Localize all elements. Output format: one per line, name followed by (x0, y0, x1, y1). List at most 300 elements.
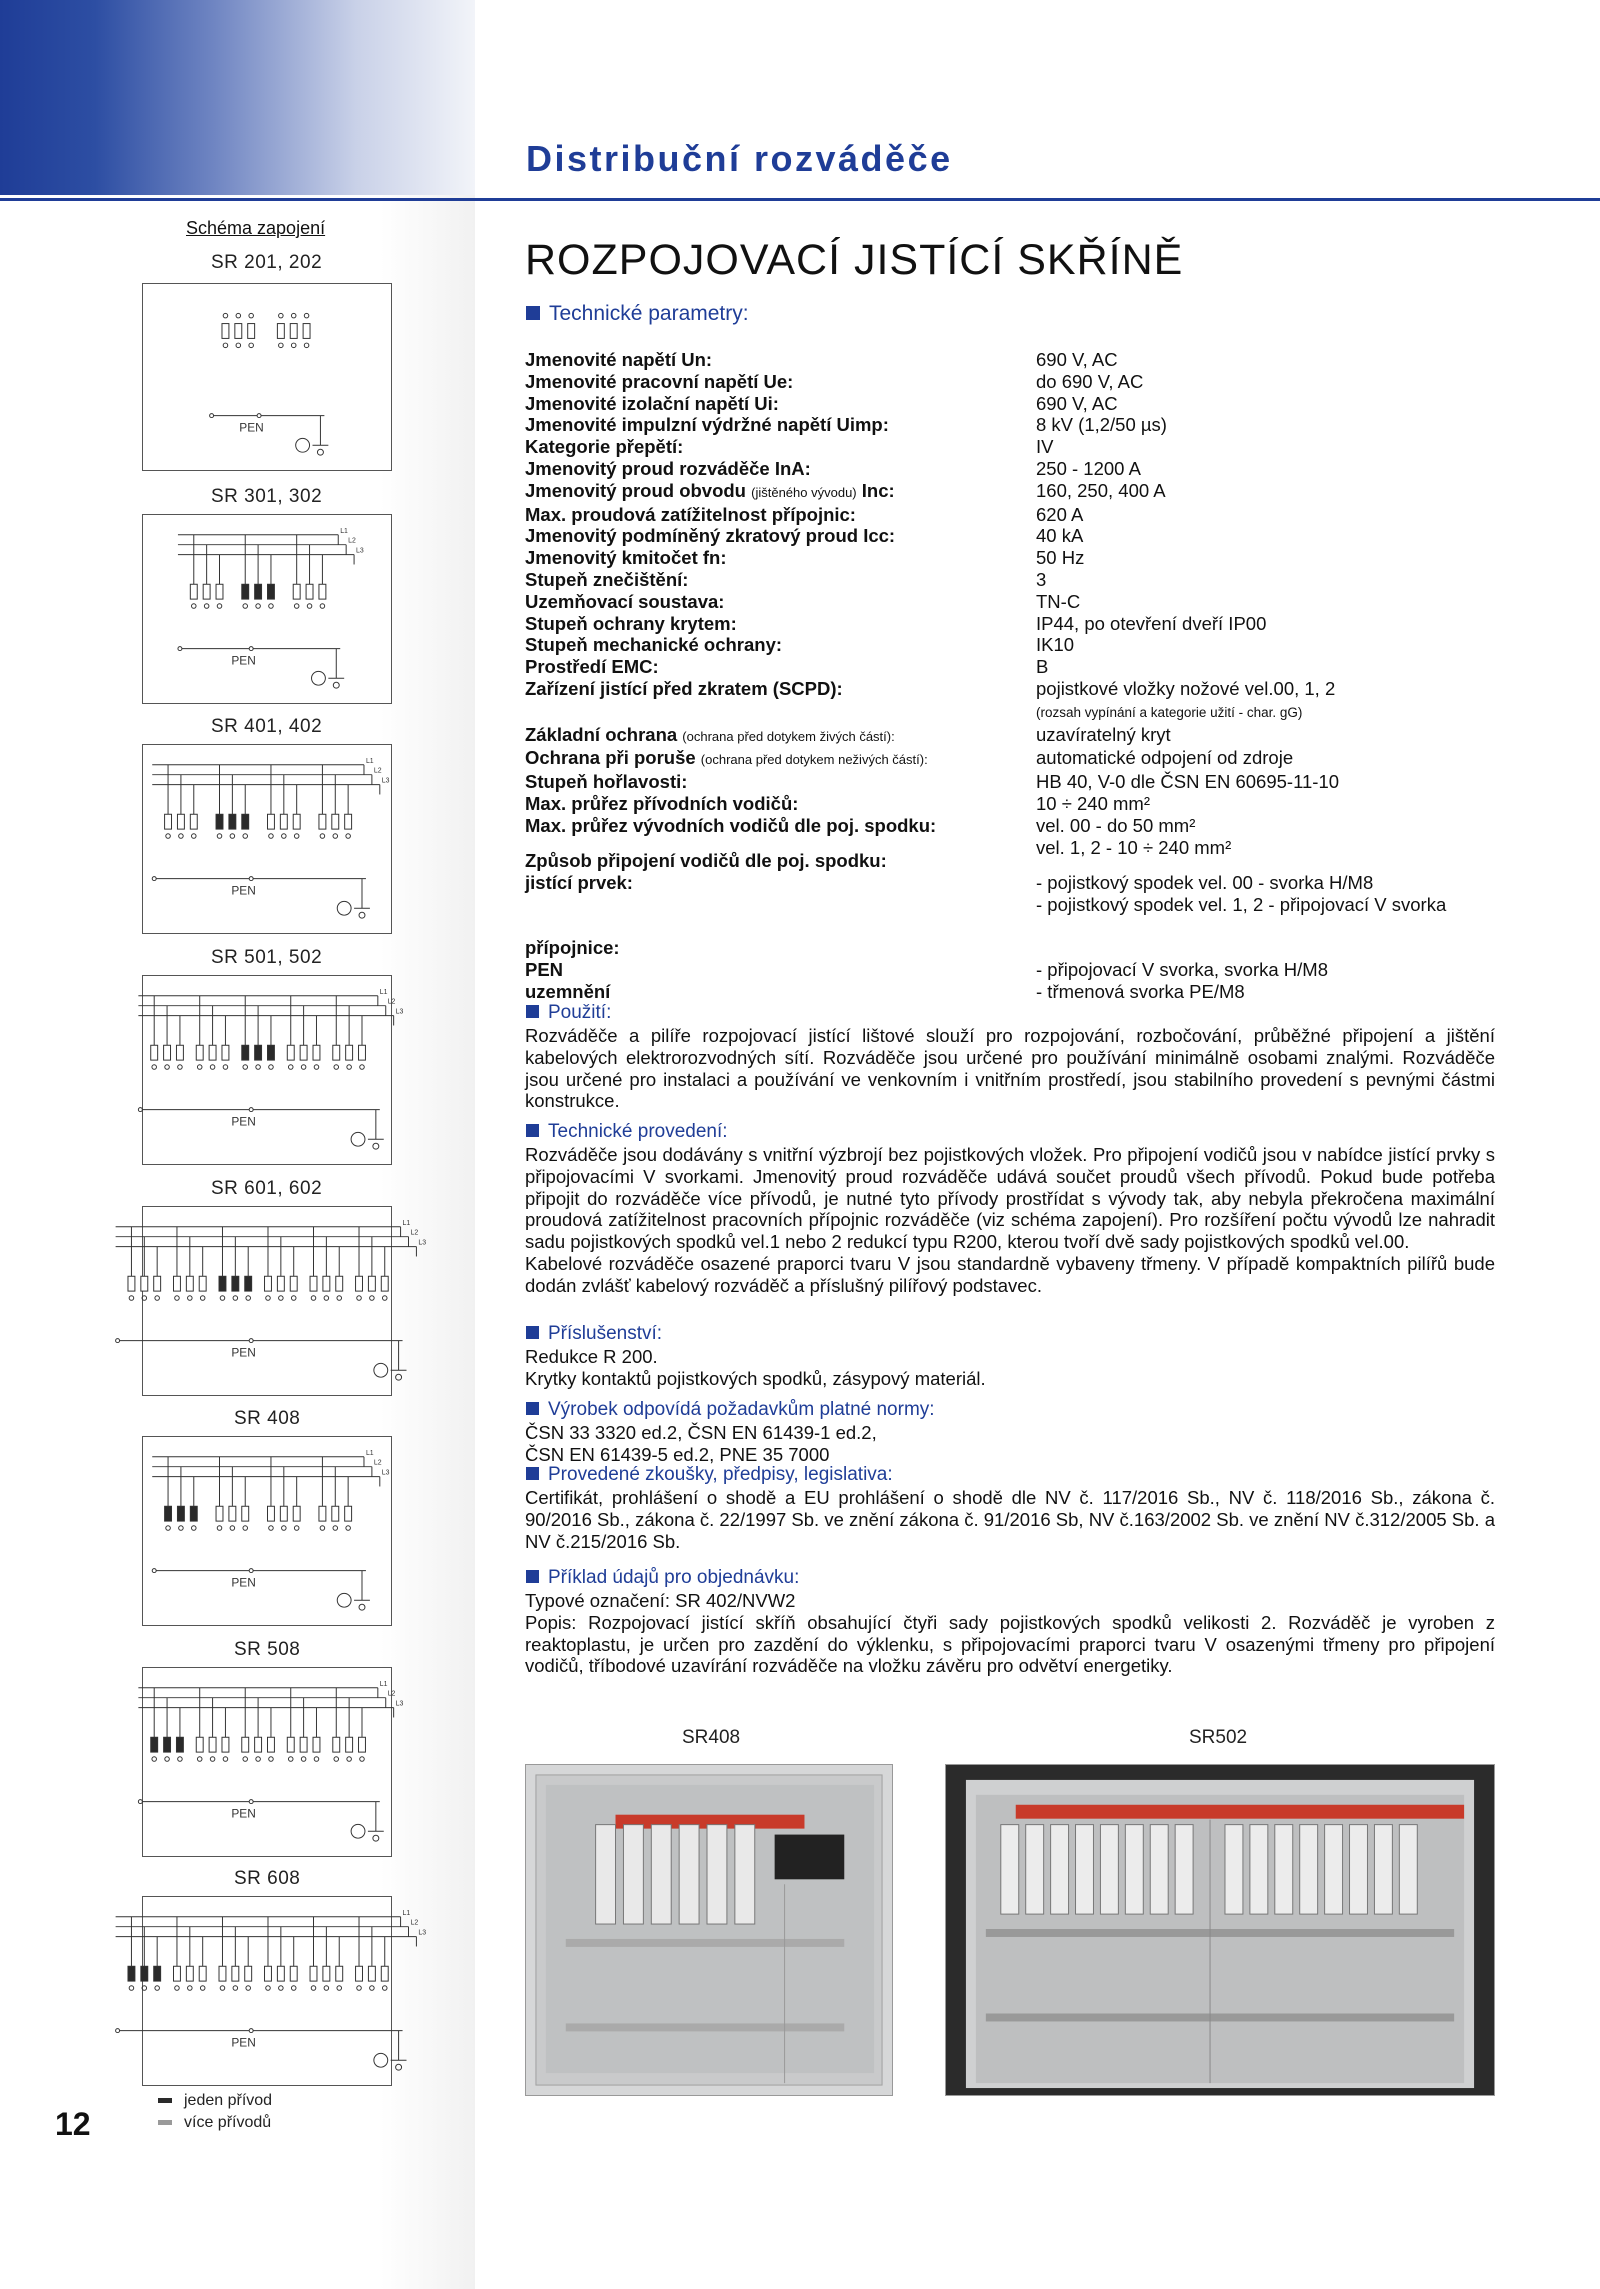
param-value (1036, 678, 1525, 724)
diagram-stroke (256, 604, 261, 609)
diagram-stroke (242, 814, 249, 829)
photo-label-sr502: SR502 (1189, 1727, 1248, 1748)
diagram-stroke (243, 1065, 248, 1070)
param-label (525, 393, 1036, 415)
diagram-stroke (294, 604, 299, 609)
wiring-diagram (142, 1436, 392, 1626)
diagram-stroke (267, 1045, 274, 1060)
diagram-stroke (235, 324, 242, 339)
diagram-stroke (334, 1065, 339, 1070)
ground-icon (337, 1593, 351, 1607)
param-label-text: Jmenovitý proud obvodu (525, 479, 746, 501)
diagram-stroke (301, 1065, 306, 1070)
diagram-stroke (277, 324, 284, 339)
param-label-text: Max. průřez vývodních vodičů dle poj. spodku: (525, 814, 937, 836)
param-row (525, 937, 1525, 959)
diagram-stroke (382, 1296, 387, 1301)
param-row (525, 591, 1525, 613)
section-heading (526, 1399, 935, 1421)
diagram-stroke (347, 1065, 352, 1070)
diagram-stroke (314, 1065, 319, 1070)
param-value (1036, 480, 1525, 504)
diagram-stroke (324, 1986, 329, 1991)
param-value (1036, 747, 1525, 771)
diagram-stroke (151, 1737, 158, 1752)
param-label (525, 850, 1036, 872)
param-row (525, 724, 1525, 748)
param-label (525, 894, 1036, 916)
diagram-stroke (204, 604, 209, 609)
param-value-text: 250 - 1200 A (1036, 457, 1141, 479)
param-value-text: IV (1036, 436, 1054, 458)
param-label-text: Kategorie přepětí: (525, 436, 684, 458)
diagram-stroke (219, 1966, 226, 1981)
param-label-text: jistící prvek: (525, 871, 633, 893)
diagram-stroke (265, 1966, 272, 1981)
diagram-stroke (269, 604, 274, 609)
page-title: ROZPOJOVACÍ JISTÍCÍ SKŘÍNĚ (525, 236, 1184, 284)
diagram-stroke (210, 1757, 215, 1762)
param-label (525, 569, 1036, 591)
phase-label: L2 (373, 1459, 382, 1467)
pen-label: PEN (231, 653, 256, 668)
diagram-stroke (291, 313, 296, 318)
diagram-stroke (249, 1569, 253, 1573)
param-label (525, 525, 1036, 547)
phase-label: L3 (381, 777, 390, 785)
section-body (525, 1025, 1495, 1112)
diagram-stroke (223, 313, 228, 318)
param-row (525, 771, 1525, 793)
diagram-stroke (311, 1296, 316, 1301)
phase-label: L3 (395, 1008, 404, 1016)
diagram-stroke (310, 1276, 317, 1291)
diagram-stroke (255, 584, 262, 599)
diagram-stroke (373, 1143, 379, 1149)
param-value (1036, 569, 1525, 591)
param-value-text: TN-C (1036, 590, 1081, 612)
diagram-stroke (334, 1757, 339, 1762)
diagram-stroke (230, 1526, 235, 1531)
pen-label: PEN (231, 1575, 256, 1590)
phase-label: L2 (410, 1919, 419, 1927)
diagram-stroke (243, 1757, 248, 1762)
diagram-stroke (188, 1986, 193, 1991)
section-body (525, 1346, 1495, 1390)
diagram-stroke (232, 1276, 239, 1291)
param-label-text: uzemnění (525, 980, 611, 1002)
param-label (525, 371, 1036, 393)
diagram-stroke (359, 1604, 365, 1610)
diagram-stroke (222, 1045, 229, 1060)
param-row (525, 458, 1525, 480)
diagram-stroke (287, 1737, 294, 1752)
diagram-stroke (280, 1506, 287, 1521)
param-label (525, 815, 1036, 837)
param-row (525, 349, 1525, 371)
param-value (1036, 613, 1525, 635)
pen-label: PEN (231, 2035, 256, 2050)
diagram-stroke (323, 1276, 330, 1291)
param-row (525, 525, 1525, 547)
diagram-stroke (279, 313, 284, 318)
diagram-stroke (216, 814, 223, 829)
param-value-text: 690 V, AC (1036, 392, 1118, 414)
tech-params-heading: Technické parametry: (526, 302, 749, 326)
diagram-stroke (323, 1966, 330, 1981)
diagram-stroke (220, 1296, 225, 1301)
diagram-stroke (314, 1757, 319, 1762)
diagram-stroke (306, 584, 313, 599)
diagram-stroke (178, 1065, 183, 1070)
diagram-stroke (324, 1296, 329, 1301)
connection-table (525, 850, 1525, 1003)
diagram-stroke (242, 1045, 249, 1060)
diagram-stroke (279, 343, 284, 348)
diagram-stroke (217, 1526, 222, 1531)
diagram-stroke (243, 1526, 248, 1531)
diagram-stroke (300, 1737, 307, 1752)
diagram-label: SR 408 (234, 1408, 301, 1429)
diagram-stroke (152, 877, 156, 881)
diagram-stroke (246, 1296, 251, 1301)
diagram-stroke (245, 1966, 252, 1981)
param-value-note: (rozsah vypínání a kategorie užití - char. gG) (1036, 704, 1303, 720)
diagram-stroke (116, 2029, 120, 2033)
diagram-stroke (346, 834, 351, 839)
param-label (525, 547, 1036, 569)
diagram-stroke (200, 1986, 205, 1991)
param-value (1036, 414, 1525, 436)
diagram-stroke (287, 1045, 294, 1060)
diagram-stroke (192, 604, 197, 609)
diagram-stroke (249, 647, 253, 651)
diagram-stroke (255, 1737, 262, 1752)
pen-label: PEN (231, 1114, 256, 1129)
phase-label: L1 (402, 1909, 411, 1917)
diagram-stroke (313, 1045, 320, 1060)
param-value (1036, 547, 1525, 569)
diagram-stroke (155, 1986, 160, 1991)
param-label-text: Zařízení jistící před zkratem (SCPD): (525, 677, 843, 699)
diagram-stroke (128, 1966, 135, 1981)
diagram-stroke (267, 584, 274, 599)
phase-label: L1 (379, 988, 388, 996)
diagram-stroke (230, 834, 235, 839)
diagram-stroke (293, 814, 300, 829)
phase-label: L2 (387, 998, 396, 1006)
diagram-stroke (346, 1737, 353, 1752)
diagram-stroke (277, 1966, 284, 1981)
diagram-stroke (319, 814, 326, 829)
param-label (525, 937, 1036, 959)
diagram-stroke (265, 1276, 272, 1291)
phase-label: L3 (418, 1239, 427, 1247)
diagram-stroke (269, 1526, 274, 1531)
diagram-stroke (141, 1966, 148, 1981)
diagram-stroke (210, 414, 214, 418)
param-value (1036, 981, 1525, 1003)
param-label (525, 915, 1036, 937)
param-label-text: Stupeň ochrany krytem: (525, 612, 737, 634)
param-label-text: Základní ochrana (525, 723, 678, 745)
phase-label: L1 (340, 527, 348, 535)
diagram-stroke (245, 1276, 252, 1291)
diagram-stroke (368, 1966, 375, 1981)
diagram-stroke (166, 1526, 171, 1531)
diagram-stroke (317, 449, 323, 455)
wiring-diagram (142, 744, 392, 934)
param-label (525, 678, 1036, 724)
section-paragraph: Rozváděče jsou dodávány s vnitřní výzbrojí bez pojistkových vložek. Pro připojení vodičů jsou v nabídce jistící prvky s připojovacími V svorkami. Jmenovitý proud rozváděče udává součet proudů všech přívodů. Pokud bude potřeba připojit do rozváděče více přívodů, je nutné tyto přívody prostřídat s vývody tak, aby nebyla překročena maximální proudová zatížitelnost pracovních přípojnic rozváděče (viz schéma zapojení). Pro rozšíření počtu vývodů lze nahradit sadu pojistkových spodků vel.1 nebo 2 redukcí typu R200, kterou tvoří dvě sady pojistkových spodků vel.00. (525, 1144, 1495, 1253)
diagram-stroke (360, 1757, 365, 1762)
diagram-stroke (346, 1526, 351, 1531)
diagram-stroke (229, 1506, 236, 1521)
param-value-text: 50 Hz (1036, 547, 1085, 569)
param-value-text: 3 (1036, 568, 1047, 590)
diagram-stroke (173, 1276, 180, 1291)
diagram-stroke (288, 1757, 293, 1762)
section-paragraph: Redukce R 200. (525, 1346, 658, 1367)
params-table (525, 349, 1525, 858)
pen-label: PEN (231, 1345, 256, 1360)
param-label-text: Způsob připojení vodičů dle poj. spodku: (525, 850, 887, 871)
diagram-stroke (291, 1296, 296, 1301)
diagram-stroke (203, 584, 210, 599)
param-row (525, 815, 1525, 837)
diagram-stroke (320, 834, 325, 839)
section-heading-text: Příklad údajů pro objednávku: (548, 1567, 800, 1588)
param-value (1036, 656, 1525, 678)
diagram-stroke (307, 604, 312, 609)
param-value-text: - připojovací V svorka, svorka H/M8 (1036, 958, 1328, 980)
diagram-stroke (336, 1966, 343, 1981)
section-body (525, 1487, 1495, 1552)
diagram-stroke (128, 1276, 135, 1291)
ground-icon (312, 671, 326, 685)
diagram-stroke (243, 834, 248, 839)
param-row (525, 547, 1525, 569)
param-row (525, 504, 1525, 526)
diagram-stroke (368, 1276, 375, 1291)
diagram-stroke (303, 324, 310, 339)
section-body (525, 1590, 1495, 1677)
section-body (525, 1144, 1495, 1297)
param-row (525, 850, 1525, 872)
diagram-stroke (177, 814, 184, 829)
param-label (525, 436, 1036, 458)
diagram-stroke (249, 877, 253, 881)
param-value-text: 40 kA (1036, 525, 1084, 547)
bullet-square-icon (526, 1124, 539, 1137)
diagram-label: SR 201, 202 (211, 252, 323, 273)
wiring-diagram (142, 514, 392, 704)
diagram-stroke (294, 1526, 299, 1531)
param-label-text: Stupeň hořlavosti: (525, 771, 688, 793)
diagram-stroke (152, 1065, 157, 1070)
diagram-stroke (165, 1506, 172, 1521)
diagram-stroke (381, 1276, 388, 1291)
diagram-stroke (370, 1986, 375, 1991)
diagram-stroke (222, 1737, 229, 1752)
diagram-stroke (178, 1757, 183, 1762)
diagram-stroke (199, 1276, 206, 1291)
bullet-square-icon (526, 1467, 539, 1480)
section-heading-text: Příslušenství: (548, 1323, 663, 1344)
param-label (525, 959, 1036, 981)
param-label-text: Jmenovité impulzní výdržné napětí Uimp: (525, 414, 889, 436)
section-paragraph: ČSN EN 61439-5 ed.2, PNE 35 7000 (525, 1443, 830, 1465)
param-value-text: automatické odpojení od zdroje (1036, 747, 1294, 769)
param-label (525, 613, 1036, 635)
diagram-stroke (236, 343, 241, 348)
section-heading (526, 1002, 611, 1024)
diagram-stroke (197, 1757, 202, 1762)
diagram-stroke (176, 1045, 183, 1060)
diagram-stroke (332, 1506, 339, 1521)
param-value-text: B (1036, 656, 1049, 678)
param-value-text: vel. 1, 2 - 10 ÷ 240 mm² (1036, 836, 1232, 858)
phase-label: L3 (356, 547, 364, 555)
pen-label: PEN (231, 883, 256, 898)
param-label (525, 793, 1036, 815)
ground-icon (351, 1824, 365, 1838)
param-value (1036, 815, 1525, 837)
param-label-text: Jmenovité izolační napětí Ui: (525, 392, 779, 414)
legend-item-single: jeden přívod (158, 2092, 272, 2110)
section-paragraph: Certifikát, prohlášení o shodě a EU prohlášení o shodě dle NV č. 117/2016 Sb., NV č. 118/2016 Sb., zákona č. 90/2016 Sb., zákona č. 22/1997 Sb. ve znění zákona č. 91/2016 Sb, NV č.163/2002 Sb. ve znění NV č.312/2005 Sb. a NV č.215/2016 Sb. (525, 1487, 1495, 1552)
diagram-stroke (249, 1800, 253, 1804)
param-value (1036, 771, 1525, 793)
diagram-stroke (359, 1737, 366, 1752)
diagram-stroke (311, 1986, 316, 1991)
param-value-text: vel. 00 - do 50 mm² (1036, 814, 1196, 836)
param-label-end: Inc: (856, 479, 895, 501)
diagram-stroke (337, 1296, 342, 1301)
diagram-stroke (200, 1296, 205, 1301)
diagram-stroke (359, 912, 365, 918)
diagram-stroke (282, 834, 287, 839)
diagram-stroke (345, 814, 352, 829)
diagram-stroke (279, 1296, 284, 1301)
param-label (525, 504, 1036, 526)
section-heading (526, 1323, 662, 1345)
diagram-stroke (319, 1506, 326, 1521)
section-body (525, 1422, 1495, 1466)
param-value-text: - třmenová svorka PE/M8 (1036, 980, 1245, 1002)
diagram-stroke (155, 1296, 160, 1301)
diagram-stroke (209, 1737, 216, 1752)
diagram-stroke (310, 1966, 317, 1981)
diagram-stroke (223, 343, 228, 348)
header-title: Distribuční rozváděče (526, 138, 953, 179)
diagram-stroke (165, 1757, 170, 1762)
param-value (1036, 959, 1525, 981)
phase-label: L1 (379, 1680, 388, 1688)
diagram-stroke (336, 1276, 343, 1291)
param-value-text: uzavíratelný kryt (1036, 723, 1171, 745)
diagram-stroke (210, 1065, 215, 1070)
diagram-stroke (381, 1966, 388, 1981)
diagram-stroke (177, 1506, 184, 1521)
diagram-stroke (249, 343, 254, 348)
diagram-stroke (267, 814, 274, 829)
diagram-stroke (249, 2029, 253, 2033)
diagram-stroke (249, 1108, 253, 1112)
param-label-text: Jmenovité pracovní napětí Ue: (525, 370, 794, 392)
diagram-stroke (151, 1045, 158, 1060)
diagram-stroke (229, 814, 236, 829)
diagram-stroke (291, 1986, 296, 1991)
diagram-stroke (356, 1966, 363, 1981)
diagram-stroke (300, 1045, 307, 1060)
diagram-stroke (256, 1065, 261, 1070)
diagram-stroke (173, 1966, 180, 1981)
param-label-note: (jištěného vývodu) (751, 484, 857, 500)
param-value (1036, 436, 1525, 458)
param-label-text: Jmenovitý kmitočet fn: (525, 547, 727, 569)
photo-label-sr408: SR408 (682, 1727, 741, 1748)
section-heading (526, 1121, 728, 1143)
param-row (525, 634, 1525, 656)
phase-label: L1 (402, 1219, 411, 1227)
diagram-stroke (142, 1986, 147, 1991)
page-number: 12 (55, 2106, 91, 2142)
param-value (1036, 915, 1525, 937)
phase-label: L2 (373, 767, 382, 775)
diagram-stroke (269, 1065, 274, 1070)
diagram-stroke (266, 1986, 271, 1991)
diagram-stroke (256, 1757, 261, 1762)
param-label-text: Stupeň znečištění: (525, 568, 689, 590)
diagram-stroke (190, 584, 197, 599)
bullet-square-icon (526, 1005, 539, 1018)
diagram-stroke (345, 1506, 352, 1521)
diagram-stroke (164, 1045, 171, 1060)
wiring-diagram (142, 1667, 404, 1857)
diagram-stroke (320, 604, 325, 609)
phase-label: L3 (418, 1929, 427, 1937)
diagram-stroke (223, 1065, 228, 1070)
param-label (525, 634, 1036, 656)
diagram-stroke (269, 834, 274, 839)
param-value-text: 690 V, AC (1036, 349, 1118, 370)
ground-icon (374, 2053, 388, 2067)
section-heading-text: Použití: (548, 1002, 612, 1023)
section-paragraph: Kabelové rozváděče osazené praporci tvaru V jsou standardně vybaveny třmeny. V případě kompaktních pilířů bude dodán zvlášť kabelový rozváděč a příslušný pilířový podstavec. (525, 1252, 1495, 1296)
param-row (525, 656, 1525, 678)
diagram-stroke (116, 1339, 120, 1343)
param-row (525, 678, 1525, 724)
diagram-stroke (178, 647, 182, 651)
section-heading (526, 1464, 893, 1486)
diagram-stroke (370, 1296, 375, 1301)
param-value (1036, 793, 1525, 815)
diagram-stroke (248, 324, 255, 339)
param-label (525, 591, 1036, 613)
diagram-stroke (216, 584, 223, 599)
diagram-stroke (290, 1966, 297, 1981)
diagram-stroke (337, 1986, 342, 1991)
phase-label: L1 (365, 1449, 374, 1457)
param-row (525, 480, 1525, 504)
ground-icon (337, 901, 351, 915)
diagram-label: SR 601, 602 (211, 1178, 323, 1199)
param-value-text: 160, 250, 400 A (1036, 479, 1166, 501)
bullet-square-icon (526, 306, 540, 320)
section-paragraph: Krytky kontaktů pojistkových spodků, zásypový materiál. (525, 1367, 986, 1389)
param-row (525, 747, 1525, 771)
